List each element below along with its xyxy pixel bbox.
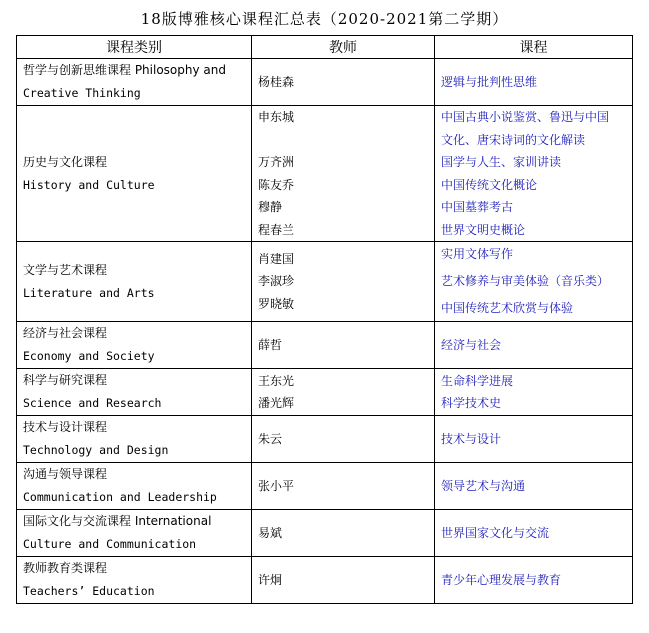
course-link[interactable]: 实用文体写作	[441, 247, 514, 261]
teacher-name: 许炯	[258, 572, 283, 587]
table-row	[17, 106, 633, 242]
page-title: 18版博雅核心课程汇总表（2020-2021第二学期）	[140, 10, 509, 28]
category-cell	[17, 242, 252, 322]
course-link[interactable]: 世界文明史概论	[441, 222, 526, 237]
course-cell	[435, 59, 633, 106]
category-en: Technology and Design	[23, 443, 169, 457]
teacher-cell	[252, 510, 435, 557]
category-cell	[17, 322, 252, 369]
table-row	[17, 59, 633, 106]
table-row	[17, 510, 633, 557]
course-cell	[435, 242, 633, 322]
category-cn: 经济与社会课程	[23, 326, 108, 340]
category-en: History and Culture	[23, 177, 155, 192]
course-cell	[435, 463, 633, 510]
course-link[interactable]: 经济与社会	[441, 337, 502, 352]
teacher-cell	[252, 369, 435, 416]
course-link[interactable]: 生命科学进展	[441, 373, 514, 388]
teacher-name: 万齐洲	[258, 155, 295, 169]
teacher-name: 罗晓敏	[258, 296, 295, 311]
course-summary-table	[16, 35, 633, 604]
teacher-name: 王东光	[258, 373, 295, 388]
category-en: Economy and Society	[23, 349, 155, 363]
teacher-name: 程春兰	[258, 222, 295, 237]
teacher-cell	[252, 106, 435, 242]
course-link[interactable]: 世界国家文化与交流	[441, 525, 550, 540]
course-link[interactable]: 中国传统艺术欣赏与体验	[441, 301, 574, 315]
teacher-cell	[252, 322, 435, 369]
teacher-cell	[252, 557, 435, 604]
teacher-name: 陈友乔	[258, 177, 295, 192]
teacher-name: 朱云	[258, 431, 283, 446]
category-en: Communication and Leadership	[23, 490, 217, 504]
teacher-name: 穆静	[258, 200, 283, 214]
course-cell	[435, 416, 633, 463]
teacher-cell	[252, 416, 435, 463]
teacher-cell	[252, 242, 435, 322]
table-row	[17, 463, 633, 510]
table-row	[17, 322, 633, 369]
course-link[interactable]: 技术与设计	[441, 431, 502, 446]
course-link[interactable]: 中国古典小说鉴赏、鲁迅与中国	[441, 110, 610, 124]
line-spacer	[258, 129, 428, 152]
header-row	[17, 36, 633, 59]
category-en: Teachers’ Education	[23, 584, 155, 598]
category-en: Literature and Arts	[23, 285, 155, 300]
course-link[interactable]: 中国墓葬考古	[441, 200, 514, 214]
category-cn: 文学与艺术课程	[23, 262, 108, 277]
teacher-name: 申东城	[258, 110, 295, 124]
course-cell	[435, 510, 633, 557]
teacher-cell	[252, 463, 435, 510]
teacher-name: 薛哲	[258, 337, 283, 352]
teacher-name: 张小平	[258, 478, 295, 493]
course-cell	[435, 369, 633, 416]
category-en: Culture and Communication	[23, 537, 197, 551]
course-link[interactable]: 艺术修养与审美体验（音乐类）	[441, 274, 610, 288]
course-link[interactable]: 中国传统文化概论	[441, 177, 538, 192]
teacher-name: 肖建国	[258, 251, 295, 266]
teacher-name: 潘光辉	[258, 396, 295, 410]
teacher-name: 杨桂森	[258, 74, 295, 89]
header-course: 课程	[435, 36, 633, 59]
table-row	[17, 242, 633, 322]
course-link[interactable]: 逻辑与批判性思维	[441, 74, 538, 89]
category-cn: 技术与设计课程	[23, 420, 108, 434]
course-link[interactable]: 青少年心理发展与教育	[441, 572, 562, 587]
category-cn: 科学与研究课程	[23, 373, 108, 387]
teacher-name: 易斌	[258, 525, 283, 540]
course-link[interactable]: 文化、唐宋诗词的文化解读	[441, 132, 586, 147]
table-row	[17, 416, 633, 463]
category-cn: 哲学与创新思维课程 Philosophy and	[23, 63, 226, 77]
category-en: Science and Research	[23, 396, 162, 410]
category-cell	[17, 510, 252, 557]
header-category: 课程类别	[17, 36, 252, 59]
category-en: Creative Thinking	[23, 86, 141, 100]
course-link[interactable]: 国学与人生、家训讲读	[441, 155, 562, 169]
header-teacher: 教师	[252, 36, 435, 59]
category-cn: 历史与文化课程	[23, 154, 108, 169]
table-row	[17, 369, 633, 416]
course-link[interactable]: 科学技术史	[441, 396, 502, 410]
category-cn: 教师教育类课程	[23, 561, 108, 575]
category-cn: 国际文化与交流课程 International	[23, 514, 212, 528]
category-cell	[17, 557, 252, 604]
category-cell	[17, 416, 252, 463]
category-cn: 沟通与领导课程	[23, 467, 108, 481]
course-cell	[435, 106, 633, 242]
teacher-cell	[252, 59, 435, 106]
course-cell	[435, 557, 633, 604]
teacher-name: 李淑珍	[258, 274, 295, 289]
course-link[interactable]: 领导艺术与沟通	[441, 478, 526, 493]
category-cell	[17, 106, 252, 242]
category-cell	[17, 369, 252, 416]
course-cell	[435, 322, 633, 369]
category-cell	[17, 463, 252, 510]
category-cell	[17, 59, 252, 106]
table-row	[17, 557, 633, 604]
